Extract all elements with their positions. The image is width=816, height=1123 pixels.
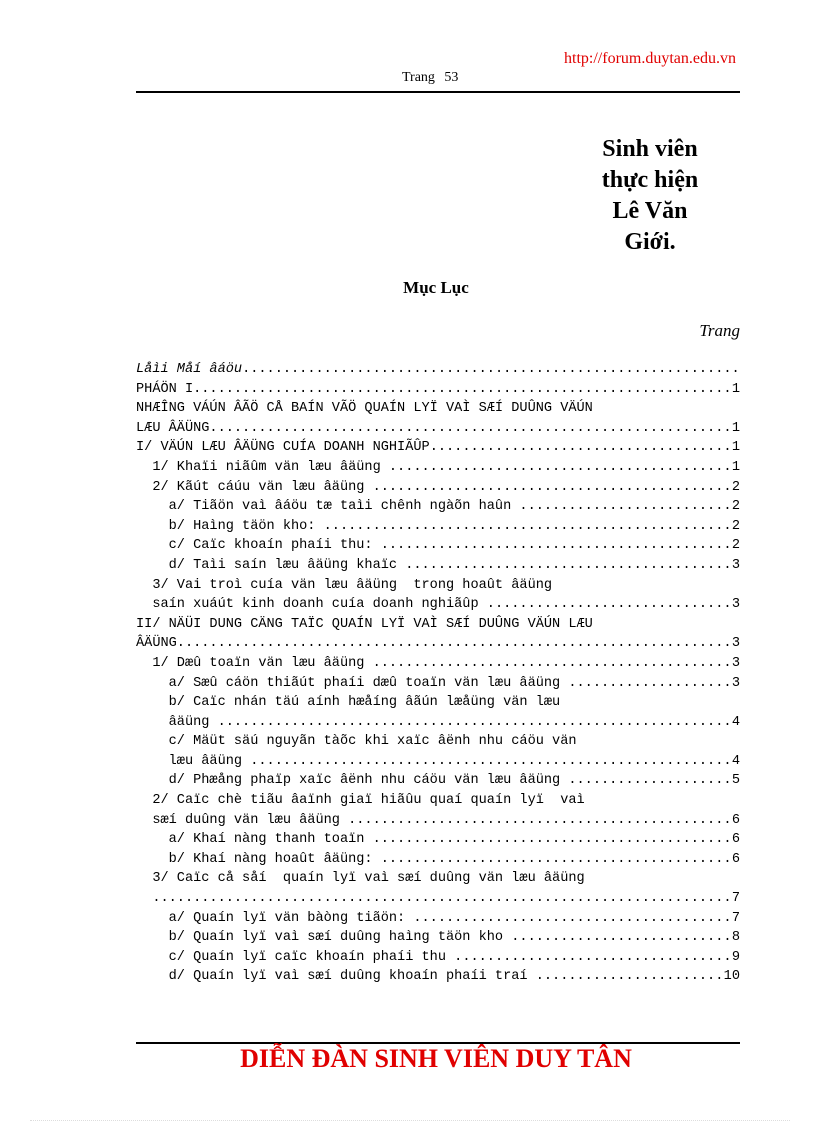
toc-entry-text: saín xuáút kinh doanh cuía doanh nghiãûp — [136, 597, 487, 613]
toc-entry — [136, 850, 740, 870]
toc-entry-text: ÂÄÜNG — [136, 636, 177, 652]
toc-entry-page: 2 — [731, 499, 740, 515]
toc-leader-dots — [536, 967, 724, 987]
toc-entry-page: 3 — [731, 675, 740, 691]
page-column-label: Trang — [699, 321, 740, 340]
toc-entry — [136, 752, 740, 772]
toc-leader-dots — [568, 674, 731, 694]
toc-leader-dots — [381, 536, 732, 556]
toc-entry — [136, 595, 740, 615]
toc-entry-text: 2/ Kãút cáúu vän læu âäüng — [136, 479, 373, 495]
toc-leader-dots — [487, 595, 732, 615]
toc-entry — [136, 889, 740, 909]
toc-entry-text: LÆU ÂÄÜNG — [136, 420, 210, 436]
toc-entry — [136, 654, 740, 674]
toc-entry-text: sæí duûng vän læu âäüng — [136, 812, 349, 828]
toc-title: Mục Lục — [403, 278, 469, 297]
toc-line: 3/ Vai troì cuía vän læu âäüng trong hoaût âäüng — [136, 577, 553, 593]
toc-leader-dots — [373, 830, 732, 850]
toc-entry — [136, 811, 740, 831]
toc-entry — [136, 556, 740, 576]
toc-leader-dots — [373, 654, 732, 674]
toc-entry-page: 1 — [731, 381, 740, 397]
toc-entry-page: 1 — [731, 440, 740, 456]
toc-entry-text: c/ Caïc khoaín phaíi thu: — [136, 538, 381, 554]
author-line-4: Giới. — [624, 229, 676, 255]
toc-entry-text: âäüng — [136, 714, 218, 730]
toc-leader-dots — [454, 948, 732, 968]
toc-line: b/ Caïc nhán täú aính hæåíng âãún læåüng vän læu — [136, 695, 561, 711]
toc-entry-page: 7 — [731, 910, 740, 926]
toc-entry-text: PHÁÖN I — [136, 381, 194, 397]
toc-entry-page: 6 — [731, 851, 740, 867]
toc-entry — [136, 928, 740, 948]
toc-entry-page: 10 — [723, 969, 740, 985]
toc-entry-text: 1/ Khaïi niãûm vän læu âäüng — [136, 459, 389, 475]
toc-entry-text: d/ Taìi saín læu âäüng khaïc — [136, 557, 406, 573]
toc-entry — [136, 458, 740, 478]
toc-entry-text: a/ Tiãön vaì âáöu tæ taìi chênh ngàõn haûn — [136, 499, 520, 515]
toc-entry — [136, 497, 740, 517]
toc-entry — [136, 713, 740, 733]
toc-leader-dots — [381, 850, 732, 870]
toc-leader-dots — [242, 360, 740, 380]
toc-entry — [136, 360, 740, 380]
toc-entry — [136, 438, 740, 458]
toc-entry-text: a/ Quaín lyï vän bàòng tiãön: — [136, 910, 414, 926]
toc-entry — [136, 478, 740, 498]
toc-entry-page: 2 — [731, 479, 740, 495]
toc-entry-page: 1 — [731, 420, 740, 436]
toc-line: c/ Mäüt säú nguyãn tàõc khi xaïc âënh nhu cáöu vän — [136, 734, 577, 750]
toc-line: II/ NÄÜI DUNG CÄNG TAÏC QUAÍN LYÏ VAÌ SÆÍ DUÛNG VÄÚN LÆU — [136, 616, 593, 632]
toc-entry-text — [136, 889, 152, 909]
toc-leader-dots — [209, 419, 731, 439]
toc-entry-page: 3 — [731, 597, 740, 613]
table-of-contents — [136, 360, 740, 987]
toc-entry — [136, 909, 740, 929]
toc-entry-page: 5 — [731, 773, 740, 789]
toc-entry-page: 7 — [731, 891, 740, 907]
toc-entry-page: 4 — [731, 714, 740, 730]
toc-leader-dots — [152, 889, 732, 909]
toc-entry — [136, 419, 740, 439]
toc-entry-page: 3 — [731, 655, 740, 671]
toc-entry — [136, 830, 740, 850]
toc-entry-text: b/ Quaín lyï vaì sæí duûng haìng täön kho — [136, 930, 512, 946]
toc-leader-dots — [511, 928, 732, 948]
toc-entry-page: 9 — [731, 949, 740, 965]
toc-entry-text: c/ Quaín lyï caïc khoaín phaíi thu — [136, 949, 455, 965]
author-block — [560, 134, 740, 258]
toc-entry-text: læu âäüng — [136, 753, 251, 769]
toc-entry-page: 1 — [731, 459, 740, 475]
toc-leader-dots — [348, 811, 732, 831]
toc-leader-dots — [519, 497, 731, 517]
page-number: Trang 53 — [402, 70, 459, 85]
toc-entry-page: 2 — [731, 538, 740, 554]
toc-leader-dots — [218, 713, 732, 733]
toc-entry-text: 1/ Dæû toaïn vän læu âäüng — [136, 655, 373, 671]
toc-entry-text: a/ Sæû cáön thiãút phaíi dæû toaïn vän læu âäüng — [136, 675, 569, 691]
toc-leader-dots — [568, 771, 731, 791]
toc-line: NHÆÎNG VÁÚN ÂÃÖ CÅ BAÍN VÃÖ QUAÍN LYÏ VAÌ SÆÍ DUÛNG VÄÚN — [136, 401, 593, 417]
toc-entry-page: 4 — [731, 753, 740, 769]
toc-leader-dots — [324, 517, 732, 537]
author-line-1: Sinh viên — [602, 136, 698, 162]
toc-leader-dots — [373, 478, 732, 498]
author-line-2: thực hiện — [601, 167, 699, 193]
toc-entry — [136, 967, 740, 987]
toc-entry-page: 8 — [731, 930, 740, 946]
toc-entry-page: 3 — [731, 557, 740, 573]
toc-leader-dots — [177, 634, 732, 654]
toc-entry-text: a/ Khaí nàng thanh toaïn — [136, 832, 373, 848]
toc-entry — [136, 634, 740, 654]
toc-leader-dots — [430, 438, 732, 458]
toc-leader-dots — [250, 752, 732, 772]
toc-entry-page: 6 — [731, 832, 740, 848]
toc-leader-dots — [405, 556, 732, 576]
toc-line: 2/ Caïc chè tiãu âaïnh giaï hiãûu quaí quaín lyï vaì — [136, 793, 585, 809]
toc-entry — [136, 771, 740, 791]
toc-entry — [136, 674, 740, 694]
toc-entry-page: 3 — [731, 636, 740, 652]
toc-line: 3/ Caïc cå såí quaín lyï vaì sæí duûng vän læu âäüng — [136, 871, 585, 887]
forum-url-link[interactable]: http://forum.duytan.edu.vn — [564, 50, 736, 67]
toc-entry — [136, 380, 740, 400]
page-edge — [30, 1120, 790, 1121]
toc-entry — [136, 517, 740, 537]
author-line-3: Lê Văn — [612, 198, 688, 224]
toc-entry-page: 2 — [731, 518, 740, 534]
toc-entry-text: I/ VÄÚN LÆU ÂÄÜNG CUÍA DOANH NGHIÃÛP — [136, 440, 430, 456]
toc-leader-dots — [389, 458, 732, 478]
toc-entry-text: b/ Khaí nàng hoaût âäüng: — [136, 851, 381, 867]
toc-entry — [136, 948, 740, 968]
toc-leader-dots — [413, 909, 731, 929]
toc-entry-page: 6 — [731, 812, 740, 828]
header-rule — [136, 91, 740, 93]
toc-entry-text: b/ Haìng täön kho: — [136, 518, 324, 534]
toc-entry-text: Låìi Måí âáöu — [136, 362, 243, 377]
toc-leader-dots — [193, 380, 732, 400]
toc-entry-text: d/ Quaín lyï vaì sæí duûng khoaín phaíi traí — [136, 969, 536, 985]
toc-entry — [136, 536, 740, 556]
toc-entry-text: d/ Phæång phaïp xaïc âënh nhu cáöu vän læu âäüng — [136, 773, 569, 789]
footer-banner: DIỄN ĐÀN SINH VIÊN DUY TÂN — [240, 1044, 632, 1073]
